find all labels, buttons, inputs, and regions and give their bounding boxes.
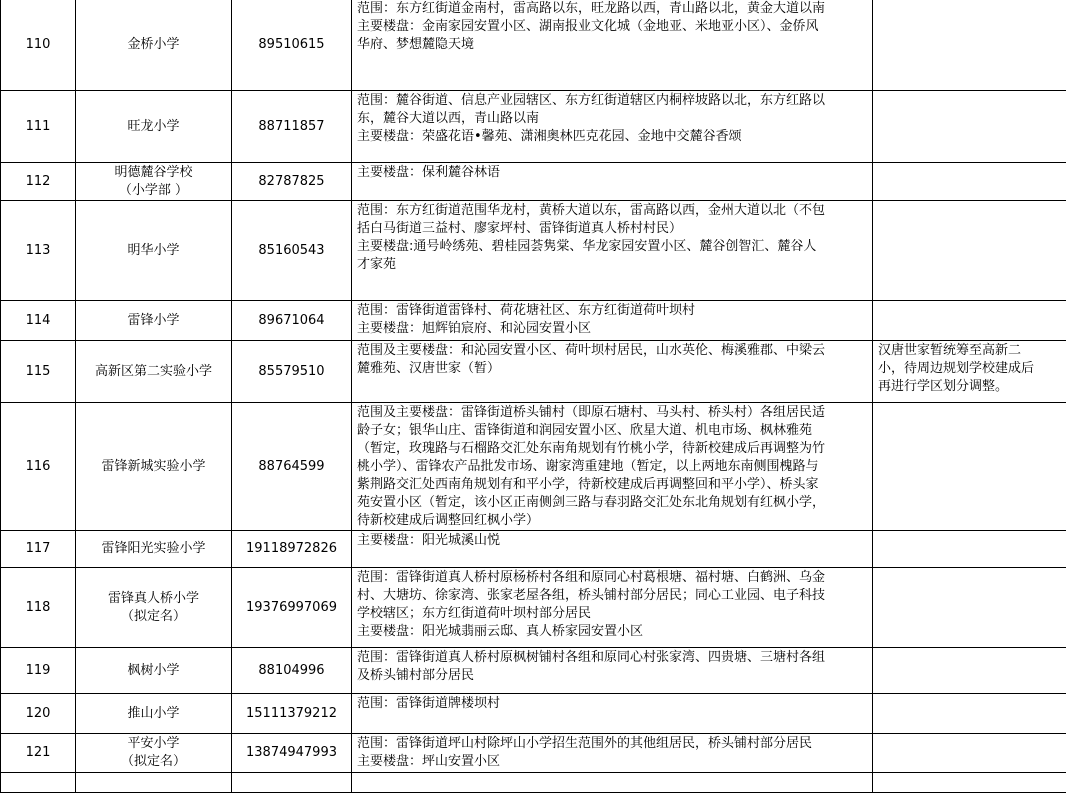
school-name-line: 高新区第二实验小学 [78,363,229,381]
row-number-cell: 116 [1,403,76,531]
range-line: 主要楼盘：旭辉铂宸府、和沁园安置小区 [357,320,868,338]
note-line: 再进行学区划分调整。 [878,378,1062,396]
note-line: 小，待周边规划学校建成后 [878,360,1062,378]
range-cell [352,694,873,734]
range-cell [352,201,873,301]
phone-cell: 85579510 [232,341,352,403]
school-name-cell [76,568,232,648]
range-line: 桃小学）、雷锋农产品批发市场、谢家湾重建地（暂定，以上两地东南侧围槐路与 [357,458,868,476]
range-line: 范围：雷锋街道坪山村除坪山小学招生范围外的其他组居民，桥头铺村部分居民 [357,735,868,753]
school-name-cell [76,0,232,91]
school-name-cell [76,694,232,734]
range-line: 括白马街道三益村、廖家坪村、雷锋街道真人桥村村民） [357,220,868,238]
table-row [1,163,1066,201]
phone-cell: 88711857 [232,91,352,163]
phone-cell: 88764599 [232,403,352,531]
range-line: 学校辖区；东方红街道荷叶坝村部分居民 [357,605,868,623]
range-line: 主要楼盘：坪山安置小区 [357,753,868,771]
table-row [1,568,1066,648]
school-name-line: 雷锋阳光实验小学 [78,540,229,558]
range-line: 范围：雷锋街道牌楼坝村 [357,695,868,713]
note-cell [873,341,1066,403]
row-number-cell: 111 [1,91,76,163]
range-line: 主要楼盘：阳光城翡丽云邸、真人桥家园安置小区 [357,623,868,641]
school-name-line: 推山小学 [78,705,229,723]
range-line: （暂定，玫瑰路与石榴路交汇处东南角规划有竹桃小学，待新校建成后再调整为竹 [357,440,868,458]
school-name-cell [76,341,232,403]
range-line: 范围：雷锋街道雷锋村、荷花塘社区、东方红街道荷叶坝村 [357,302,868,320]
school-name-cell [76,163,232,201]
row-number-cell: 120 [1,694,76,734]
range-line: 主要楼盘：阳光城溪山悦 [357,532,868,550]
school-name-cell [76,773,232,793]
school-name-cell [76,734,232,773]
school-name-cell [76,301,232,341]
range-line: 范围：雷锋街道真人桥村原枫树铺村各组和原同心村张家湾、四贵塘、三塘村各组 [357,649,868,667]
table-row [1,694,1066,734]
range-line: 主要楼盘：金南家园安置小区、湖南报业文化城（金地亚、米地亚小区）、金侨风 [357,18,868,36]
school-name-cell [76,201,232,301]
school-name-cell [76,91,232,163]
range-line: 紫荆路交汇处西南角规划有和平小学，待新校建成后再调整回和平小学）、桥头家 [357,476,868,494]
note-cell [873,648,1066,694]
phone-cell: 85160543 [232,201,352,301]
school-name-line: 平安小学 [78,735,229,753]
note-cell [873,694,1066,734]
range-line: 麓雅苑、汉唐世家（暂） [357,360,868,378]
school-name-line: 雷锋真人桥小学 [78,590,229,608]
range-line: 范围：东方红街道金南村，雷高路以东，旺龙路以西，青山路以北，黄金大道以南 [357,0,868,18]
row-number-cell [1,773,76,793]
school-name-line: 旺龙小学 [78,118,229,136]
range-line: 范围及主要楼盘：和沁园安置小区、荷叶坝村居民，山水英伦、梅溪雅郡、中梁云 [357,342,868,360]
row-number-cell: 110 [1,0,76,91]
row-number-cell: 113 [1,201,76,301]
school-name-line: 雷锋新城实验小学 [78,458,229,476]
range-line: 及桥头铺村部分居民 [357,667,868,685]
school-name-line: （拟定名） [78,608,229,626]
school-name-line: 金桥小学 [78,36,229,54]
note-cell [873,734,1066,773]
range-line: 华府、梦想麓隐天境 [357,36,868,54]
note-cell [873,773,1066,793]
table-row [1,201,1066,301]
range-line: 才家苑 [357,256,868,274]
school-name-line: 明华小学 [78,242,229,260]
row-number-cell: 117 [1,531,76,568]
range-cell [352,773,873,793]
phone-cell [232,773,352,793]
row-number-cell: 114 [1,301,76,341]
school-name-line: （拟定名） [78,753,229,771]
range-line: 主要楼盘：荣盛花语•馨苑、潇湘奥林匹克花园、金地中交麓谷香颂 [357,128,868,146]
range-line: 主要楼盘:通号岭绣苑、碧桂园荟隽棠、华龙家园安置小区、麓谷创智汇、麓谷人 [357,238,868,256]
range-cell [352,568,873,648]
note-cell [873,403,1066,531]
range-line: 范围及主要楼盘：雷锋街道桥头铺村（即原石塘村、马头村、桥头村）各组居民适 [357,404,868,422]
range-line: 苑安置小区（暂定，该小区正南侧剑三路与春羽路交汇处东北角规划有红枫小学， [357,494,868,512]
range-line: 范围：东方红街道范围华龙村，黄桥大道以东，雷高路以西，金州大道以北（不包 [357,202,868,220]
table-body [1,0,1066,793]
range-cell [352,734,873,773]
range-line: 村、大塘坊、徐家湾、张家老屋各组，桥头铺村部分居民；同心工业园、电子科技 [357,587,868,605]
school-name-line: （小学部 ） [78,182,229,200]
school-name-line: 枫树小学 [78,662,229,680]
school-name-cell [76,531,232,568]
school-name-line: 明德麓谷学校 [78,164,229,182]
table-row [1,734,1066,773]
note-cell [873,568,1066,648]
school-name-cell [76,403,232,531]
note-line: 汉唐世家暂统筹至高新二 [878,342,1062,360]
table-row [1,403,1066,531]
school-name-line: 雷锋小学 [78,312,229,330]
table-row [1,0,1066,91]
table-row [1,773,1066,793]
range-cell [352,0,873,91]
phone-cell: 89510615 [232,0,352,91]
table-row [1,91,1066,163]
table-row [1,648,1066,694]
note-cell [873,531,1066,568]
range-cell [352,341,873,403]
note-cell [873,0,1066,91]
table-row [1,341,1066,403]
range-cell [352,91,873,163]
range-line: 范围：麓谷街道、信息产业园辖区、东方红街道辖区内桐梓坡路以北，东方红路以 [357,92,868,110]
table-row [1,301,1066,341]
phone-cell: 82787825 [232,163,352,201]
range-line: 主要楼盘：保利麓谷林语 [357,164,868,182]
row-number-cell: 121 [1,734,76,773]
phone-cell: 89671064 [232,301,352,341]
range-cell [352,163,873,201]
range-cell [352,403,873,531]
range-line: 范围：雷锋街道真人桥村原杨桥村各组和原同心村葛根塘、福村塘、白鹤洲、乌金 [357,569,868,587]
note-cell [873,91,1066,163]
school-name-cell [76,648,232,694]
row-number-cell: 115 [1,341,76,403]
range-line: 待新校建成后调整回红枫小学） [357,512,868,530]
note-cell [873,163,1066,201]
row-number-cell: 119 [1,648,76,694]
phone-cell: 15111379212 [232,694,352,734]
range-cell [352,531,873,568]
phone-cell: 19376997069 [232,568,352,648]
phone-cell: 13874947993 [232,734,352,773]
range-line: 龄子女；银华山庄、雷锋街道和润园安置小区、欣星大道、机电市场、枫林雅苑 [357,422,868,440]
note-cell [873,201,1066,301]
range-cell [352,301,873,341]
phone-cell: 88104996 [232,648,352,694]
range-cell [352,648,873,694]
phone-cell: 19118972826 [232,531,352,568]
row-number-cell: 112 [1,163,76,201]
note-cell [873,301,1066,341]
row-number-cell: 118 [1,568,76,648]
range-line: 东，麓谷大道以西，青山路以南 [357,110,868,128]
table-row [1,531,1066,568]
